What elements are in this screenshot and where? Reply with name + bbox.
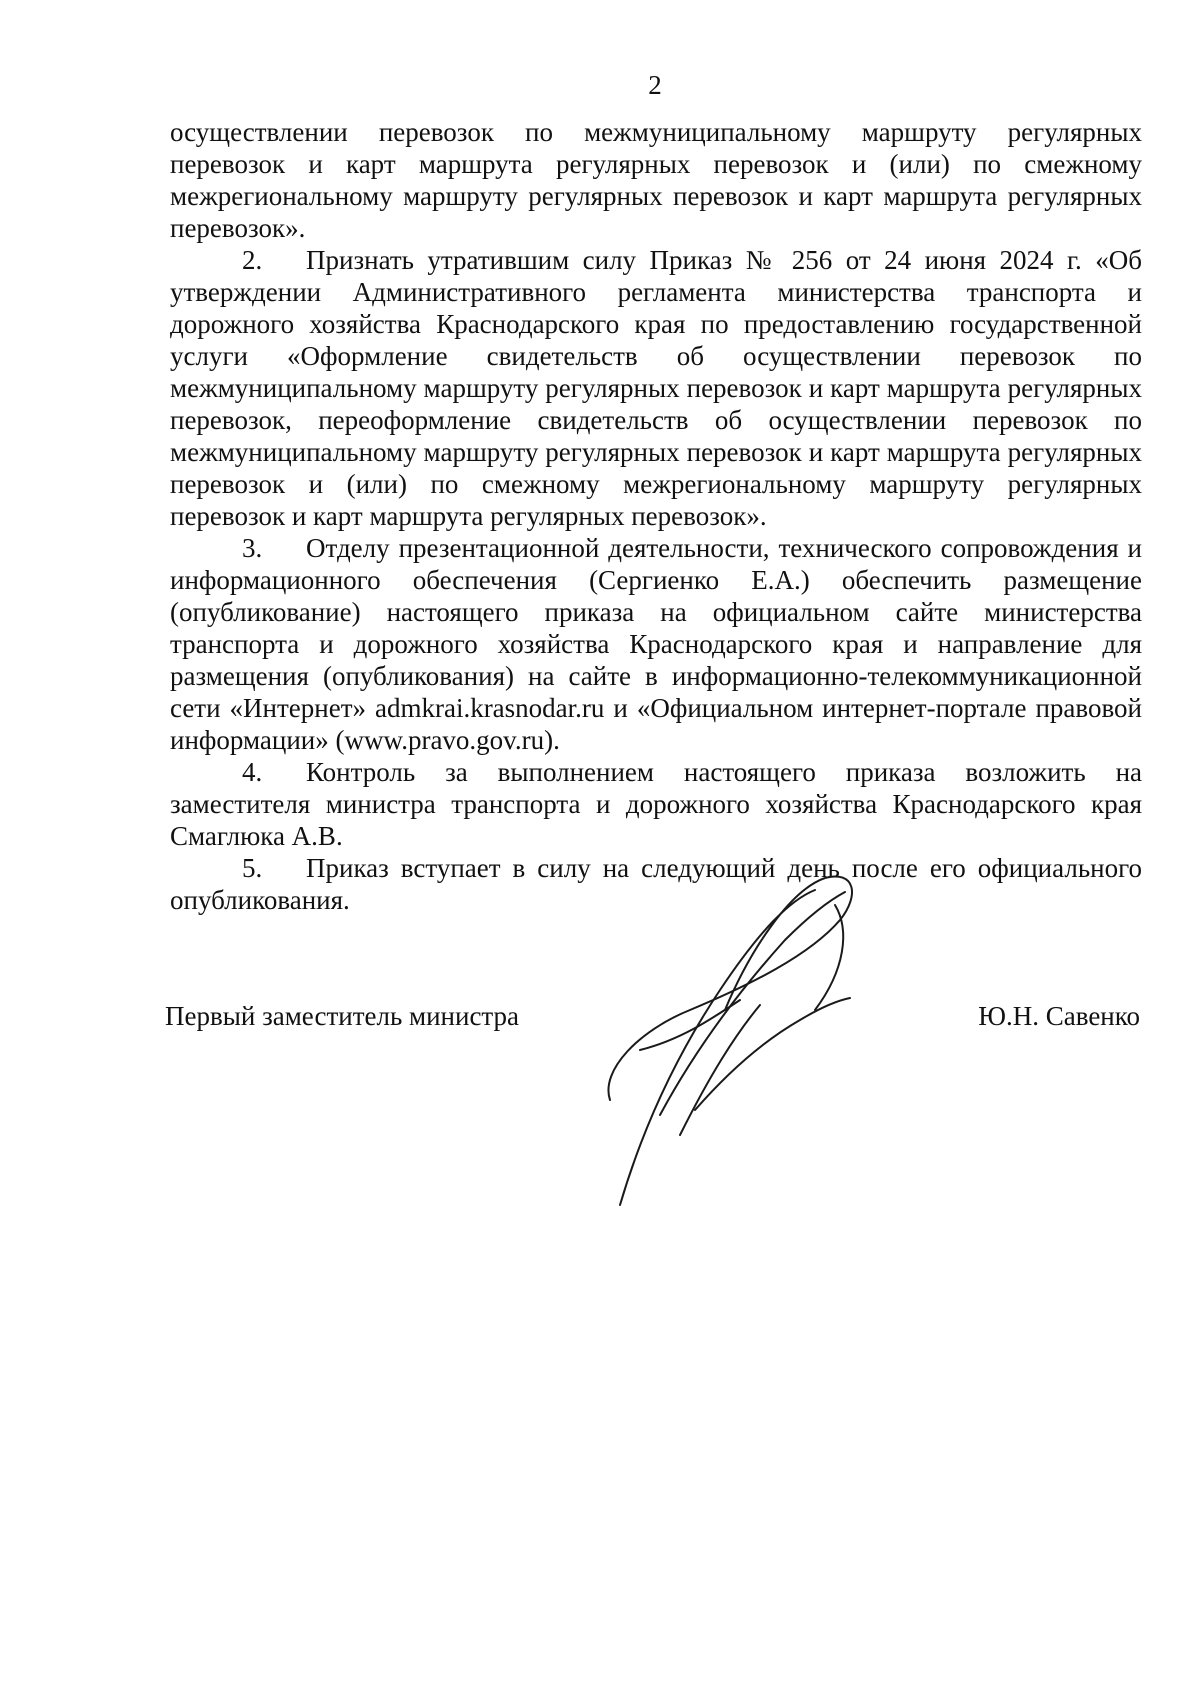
paragraph-continuation: [170, 116, 1142, 244]
page-number: 2: [648, 70, 662, 100]
paragraph-text: Приказ вступает в силу на следующий день после его официального опубликования.: [170, 853, 1142, 915]
paragraph-2: [170, 244, 1142, 532]
paragraph-number: 4.: [242, 757, 263, 787]
paragraph-number: 5.: [242, 853, 263, 883]
document-body: [170, 116, 1142, 916]
paragraph-text: Отделу презентационной деятельности, технического сопровождения и информационного обеспечения (Сергиенко Е.А.) обеспечить размещение (опубликование) настоящего приказа на официальном сайте министерства транспорта и дорожного хозяйства Краснодарского края и направление для размещения (опубликования) на сайте в информационно-телекоммуникационной сети «Интернет» admkrai.krasnodar.ru и «Официальном интернет-портале правовой информации» (www.pravo.gov.ru).: [170, 533, 1142, 755]
signatory-position: Первый заместитель министра: [165, 1001, 520, 1031]
paragraph-text: Контроль за выполнением настоящего приказа возложить на заместителя министра транспорта и дорожного хозяйства Краснодарского края Смаглюка А.В.: [170, 757, 1142, 851]
paragraph-number: 3.: [242, 533, 263, 563]
paragraph-3: [170, 532, 1142, 756]
paragraph-4: [170, 756, 1142, 852]
signatory-name: Ю.Н. Савенко: [978, 1001, 1140, 1031]
paragraph-text: Признать утратившим силу Приказ № 256 от 24 июня 2024 г. «Об утверждении Административного регламента министерства транспорта и дорожного хозяйства Краснодарского края по предоставлению государственной услуги «Оформление свидетельств об осуществлении перевозок по межмуниципальному маршруту регулярных перевозок и карт маршрута регулярных перевозок, переоформление свидетельств об осуществлении перевозок по межмуниципальному маршруту регулярных перевозок и карт маршрута регулярных перевозок и (или) по смежному межрегиональному маршруту регулярных перевозок и карт маршрута регулярных перевозок».: [170, 245, 1142, 531]
handwritten-signature-icon: [600, 860, 940, 1210]
paragraph-text: осуществлении перевозок по межмуниципальному маршруту регулярных перевозок и карт маршрута регулярных перевозок и (или) по смежному межрегиональному маршруту регулярных перевозок и карт маршрута регулярных перевозок».: [170, 117, 1142, 243]
paragraph-number: 2.: [242, 245, 263, 275]
